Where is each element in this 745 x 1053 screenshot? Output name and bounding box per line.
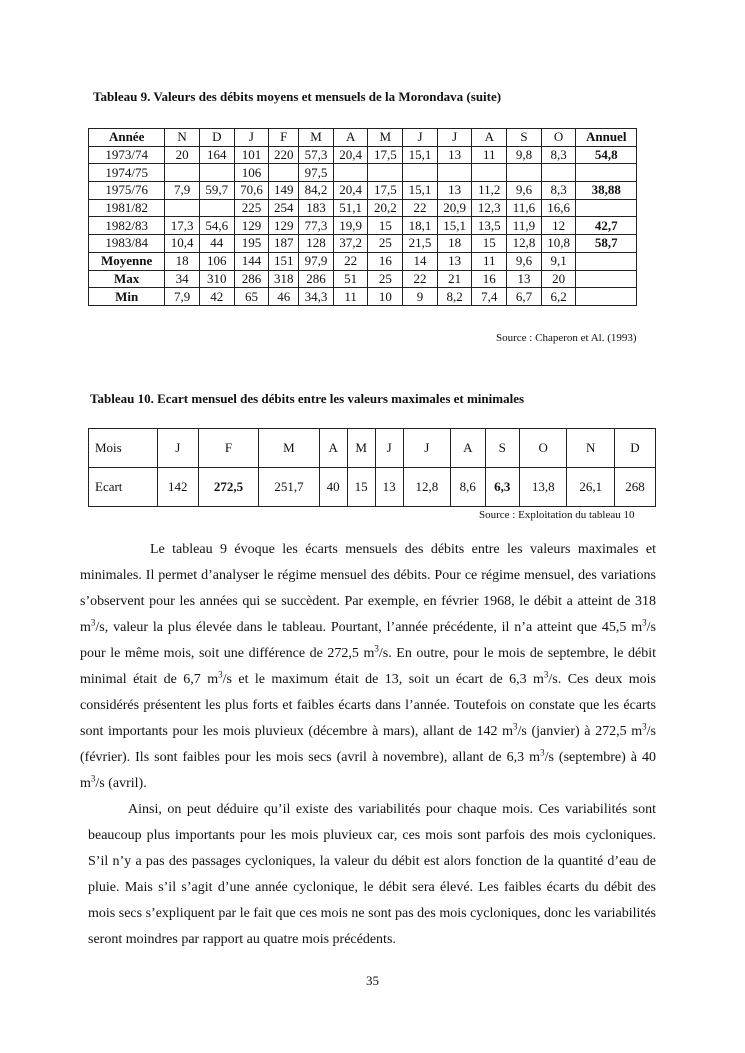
- table9-cell: 46: [269, 288, 299, 306]
- table10-cell: 13,8: [519, 468, 566, 507]
- table10-cell: Ecart: [89, 468, 158, 507]
- table9-cell: 34,3: [299, 288, 334, 306]
- table9-cell: 22: [333, 252, 368, 270]
- page-number: 35: [366, 973, 379, 988]
- table9-cell: 9: [403, 288, 438, 306]
- table9-cell: 6,7: [507, 288, 542, 306]
- table9-cell: [199, 164, 234, 182]
- table9-header-cell: M: [368, 129, 403, 147]
- table10-cell: 12,8: [403, 468, 450, 507]
- table9-cell: 20: [165, 146, 200, 164]
- table9-cell: 42,7: [576, 217, 637, 235]
- table9-cell: 15,1: [403, 146, 438, 164]
- table9-cell: 65: [234, 288, 269, 306]
- table9-cell: 10: [368, 288, 403, 306]
- table10-cell: 8,6: [451, 468, 485, 507]
- table9-cell: 13: [507, 270, 542, 288]
- table9-header-cell: J: [403, 129, 438, 147]
- table9-header-cell: J: [234, 129, 269, 147]
- table10-header-cell: M: [347, 429, 375, 468]
- table10-header-cell: F: [198, 429, 258, 468]
- table9-cell: [269, 164, 299, 182]
- table9-cell: 183: [299, 199, 334, 217]
- table10-header-cell: N: [567, 429, 614, 468]
- table10-cell: 251,7: [259, 468, 319, 507]
- table9-row: [89, 182, 637, 200]
- table9-row: [89, 288, 637, 306]
- table9-cell: 13: [437, 182, 472, 200]
- table9-header-cell: F: [269, 129, 299, 147]
- table9-cell: 129: [269, 217, 299, 235]
- table9-cell: 1974/75: [89, 164, 165, 182]
- table9-cell: 12,3: [472, 199, 507, 217]
- table10-header-cell: M: [259, 429, 319, 468]
- table9-cell: 195: [234, 235, 269, 253]
- table9-cell: [576, 288, 637, 306]
- table9-cell: [576, 164, 637, 182]
- table9-cell: 7,4: [472, 288, 507, 306]
- table9-cell: Min: [89, 288, 165, 306]
- table9-row: [89, 270, 637, 288]
- table9-cell: 38,88: [576, 182, 637, 200]
- table9-cell: 11,9: [507, 217, 542, 235]
- table9-cell: 101: [234, 146, 269, 164]
- table9-cell: 13,5: [472, 217, 507, 235]
- table9-cell: 20,4: [333, 182, 368, 200]
- table9-cell: 1973/74: [89, 146, 165, 164]
- table9-cell: [333, 164, 368, 182]
- table9-cell: 8,3: [541, 146, 576, 164]
- table9-cell: 144: [234, 252, 269, 270]
- table9-cell: 8,3: [541, 182, 576, 200]
- table10-header-row: [89, 429, 656, 468]
- table10-cell: 142: [157, 468, 198, 507]
- table9-header-cell: Annuel: [576, 129, 637, 147]
- table9-cell: 44: [199, 235, 234, 253]
- table9-cell: 164: [199, 146, 234, 164]
- table9-row: [89, 199, 637, 217]
- table9-cell: [403, 164, 438, 182]
- table9-row: [89, 146, 637, 164]
- table9-cell: 17,5: [368, 182, 403, 200]
- table9-cell: 286: [299, 270, 334, 288]
- table9-header-cell: J: [437, 129, 472, 147]
- table9-cell: 18: [437, 235, 472, 253]
- table9-cell: 22: [403, 199, 438, 217]
- table10-cell: 268: [614, 468, 655, 507]
- table9-cell: 97,5: [299, 164, 334, 182]
- table9-cell: 254: [269, 199, 299, 217]
- table9-cell: 20: [541, 270, 576, 288]
- table9-cell: [437, 164, 472, 182]
- table10-header-cell: A: [319, 429, 347, 468]
- table9-cell: 15,1: [437, 217, 472, 235]
- table9-cell: 15: [472, 235, 507, 253]
- table9-cell: 25: [368, 235, 403, 253]
- table10-cell: 40: [319, 468, 347, 507]
- table10-cell: 6,3: [485, 468, 519, 507]
- table9-cell: 57,3: [299, 146, 334, 164]
- table9-cell: 77,3: [299, 217, 334, 235]
- table9-cell: 22: [403, 270, 438, 288]
- table10-header-cell: O: [519, 429, 566, 468]
- table9-cell: 11: [472, 252, 507, 270]
- table9-cell: 151: [269, 252, 299, 270]
- table9-cell: 9,1: [541, 252, 576, 270]
- table9-cell: [165, 164, 200, 182]
- table9-cell: 220: [269, 146, 299, 164]
- table9-cell: 1981/82: [89, 199, 165, 217]
- table10-cell: 272,5: [198, 468, 258, 507]
- table9-cell: 59,7: [199, 182, 234, 200]
- table9-cell: 14: [403, 252, 438, 270]
- table9-cell: 1983/84: [89, 235, 165, 253]
- table9-cell: 42: [199, 288, 234, 306]
- table9-cell: 149: [269, 182, 299, 200]
- table9-cell: 12,8: [507, 235, 542, 253]
- table9-cell: 318: [269, 270, 299, 288]
- table9-cell: 11,2: [472, 182, 507, 200]
- table10-row: [89, 468, 656, 507]
- table9-cell: 8,2: [437, 288, 472, 306]
- table9-cell: 51,1: [333, 199, 368, 217]
- table9-cell: 106: [199, 252, 234, 270]
- table9-header-cell: N: [165, 129, 200, 147]
- table9-cell: 20,2: [368, 199, 403, 217]
- table10-caption: Tableau 10. Ecart mensuel des débits entre les valeurs maximales et minimales: [90, 391, 525, 406]
- table9-cell: 1982/83: [89, 217, 165, 235]
- table9-cell: 9,6: [507, 252, 542, 270]
- table9-cell: [541, 164, 576, 182]
- table9-cell: 6,2: [541, 288, 576, 306]
- table9-cell: [165, 199, 200, 217]
- table9-cell: 18,1: [403, 217, 438, 235]
- table9-cell: 10,8: [541, 235, 576, 253]
- table10: [88, 428, 656, 507]
- table9-header-cell: A: [333, 129, 368, 147]
- table9-cell: 128: [299, 235, 334, 253]
- table9-header-cell: D: [199, 129, 234, 147]
- table10-header-cell: J: [375, 429, 403, 468]
- table9-cell: 11,6: [507, 199, 542, 217]
- table9-cell: [576, 252, 637, 270]
- table9-cell: 34: [165, 270, 200, 288]
- table9-caption: Tableau 9. Valeurs des débits moyens et mensuels de la Morondava (suite): [93, 89, 502, 104]
- table9-cell: 187: [269, 235, 299, 253]
- table9-cell: 9,8: [507, 146, 542, 164]
- table9-cell: 16: [472, 270, 507, 288]
- table9-cell: 16: [368, 252, 403, 270]
- table9-header-cell: Année: [89, 129, 165, 147]
- table9-row: [89, 217, 637, 235]
- table9-cell: [199, 199, 234, 217]
- table9-cell: 97,9: [299, 252, 334, 270]
- table9-cell: 15: [368, 217, 403, 235]
- table9-cell: 129: [234, 217, 269, 235]
- table10-cell: 13: [375, 468, 403, 507]
- table10-cell: 15: [347, 468, 375, 507]
- table9-cell: 37,2: [333, 235, 368, 253]
- table9-header-cell: S: [507, 129, 542, 147]
- table9-cell: 11: [333, 288, 368, 306]
- table9-cell: 310: [199, 270, 234, 288]
- table9-cell: 225: [234, 199, 269, 217]
- table9-cell: 54,6: [199, 217, 234, 235]
- table9-cell: 21: [437, 270, 472, 288]
- table10-header-cell: Mois: [89, 429, 158, 468]
- table9-cell: 10,4: [165, 235, 200, 253]
- table9-cell: 21,5: [403, 235, 438, 253]
- table9-cell: 7,9: [165, 288, 200, 306]
- table9-cell: 58,7: [576, 235, 637, 253]
- table9-cell: 51: [333, 270, 368, 288]
- table9-cell: 9,6: [507, 182, 542, 200]
- table9-header-row: [89, 129, 637, 147]
- table9-header-cell: A: [472, 129, 507, 147]
- table10-header-cell: D: [614, 429, 655, 468]
- table9-source: Source : Chaperon et Al. (1993): [496, 332, 637, 344]
- table9-row: [89, 252, 637, 270]
- table10-header-cell: A: [451, 429, 485, 468]
- table9-header-cell: O: [541, 129, 576, 147]
- table9-cell: [507, 164, 542, 182]
- table9-cell: 25: [368, 270, 403, 288]
- table9-cell: 18: [165, 252, 200, 270]
- table9-cell: 20,9: [437, 199, 472, 217]
- paragraph-2: Ainsi, on peut déduire qu’il existe des variabilités pour chaque mois. Ces variabilités sont beaucoup plus importants pour les mois pluvieux car, ces mois sont parfois des mois cycloniques. S’il n’y a pas des passages cycloniques, la valeur du débit est alors fonction de la quantité d’eau de pluie. Mais s’il s’agit d’une année cyclonique, le débit sera élevé. Les faibles écarts du débit des mois secs s’expliquent par le fait que ces mois ne sont pas des mois cycloniques, donc les variabilités seront moindres par rapport au quatre mois précédents.: [88, 802, 656, 947]
- table9: [88, 128, 637, 306]
- table9-cell: Max: [89, 270, 165, 288]
- table9-cell: 17,5: [368, 146, 403, 164]
- table9-cell: 12: [541, 217, 576, 235]
- table9-row: [89, 235, 637, 253]
- table10-header-cell: J: [157, 429, 198, 468]
- table9-cell: 1975/76: [89, 182, 165, 200]
- table9-cell: [472, 164, 507, 182]
- table9-cell: 20,4: [333, 146, 368, 164]
- table9-cell: 17,3: [165, 217, 200, 235]
- table10-header-cell: S: [485, 429, 519, 468]
- table9-cell: 54,8: [576, 146, 637, 164]
- table9-cell: 84,2: [299, 182, 334, 200]
- table9-cell: 106: [234, 164, 269, 182]
- paragraph-1: Le tableau 9 évoque les écarts mensuels des débits entre les valeurs maximales et minimales. Il permet d’analyser le régime mensuel des débits. Pour ce régime mensuel, des variations s’observent pour les années qui se succèdent. Par exemple, en février 1968, le débit a atteint de 318 $m^3/s$, valeur la plus élevée dans le tableau. Pourtant, l’année précédente, il n’a atteint que 45,5 $m^3/s$ pour le même mois, soit une différence de 272,5 $m^3/s$. En outre, pour le mois de septembre, le débit minimal était de 6,7 $m^3/s$ et le maximum était de 13, soit un écart de 6,3 $m^3/s$. Ces deux mois considérés présentent les plus forts et faibles écarts dans l’année. Toutefois on constate que les écarts sont importants pour les mois pluvieux (décembre à mars), allant de 142 $m^3/s$ (janvier) à 272,5 $m^3/s$ (février). Ils sont faibles pour les mois secs (avril à novembre), allant de 6,3 $m^3/s$ (septembre) à 40 $m^3/s$ (avril).: [80, 542, 656, 791]
- table10-header-cell: J: [403, 429, 450, 468]
- table9-cell: 16,6: [541, 199, 576, 217]
- table9-cell: 286: [234, 270, 269, 288]
- table9-cell: 70,6: [234, 182, 269, 200]
- table9-cell: 19,9: [333, 217, 368, 235]
- table9-cell: Moyenne: [89, 252, 165, 270]
- table9-cell: [368, 164, 403, 182]
- table9-cell: [576, 199, 637, 217]
- table9-cell: 7,9: [165, 182, 200, 200]
- table9-cell: 11: [472, 146, 507, 164]
- table9-cell: 13: [437, 252, 472, 270]
- table10-cell: 26,1: [567, 468, 614, 507]
- table9-cell: 13: [437, 146, 472, 164]
- table9-cell: [576, 270, 637, 288]
- table10-source: Source : Exploitation du tableau 10: [479, 509, 635, 521]
- table9-header-cell: M: [299, 129, 334, 147]
- table9-row: [89, 164, 637, 182]
- table9-cell: 15,1: [403, 182, 438, 200]
